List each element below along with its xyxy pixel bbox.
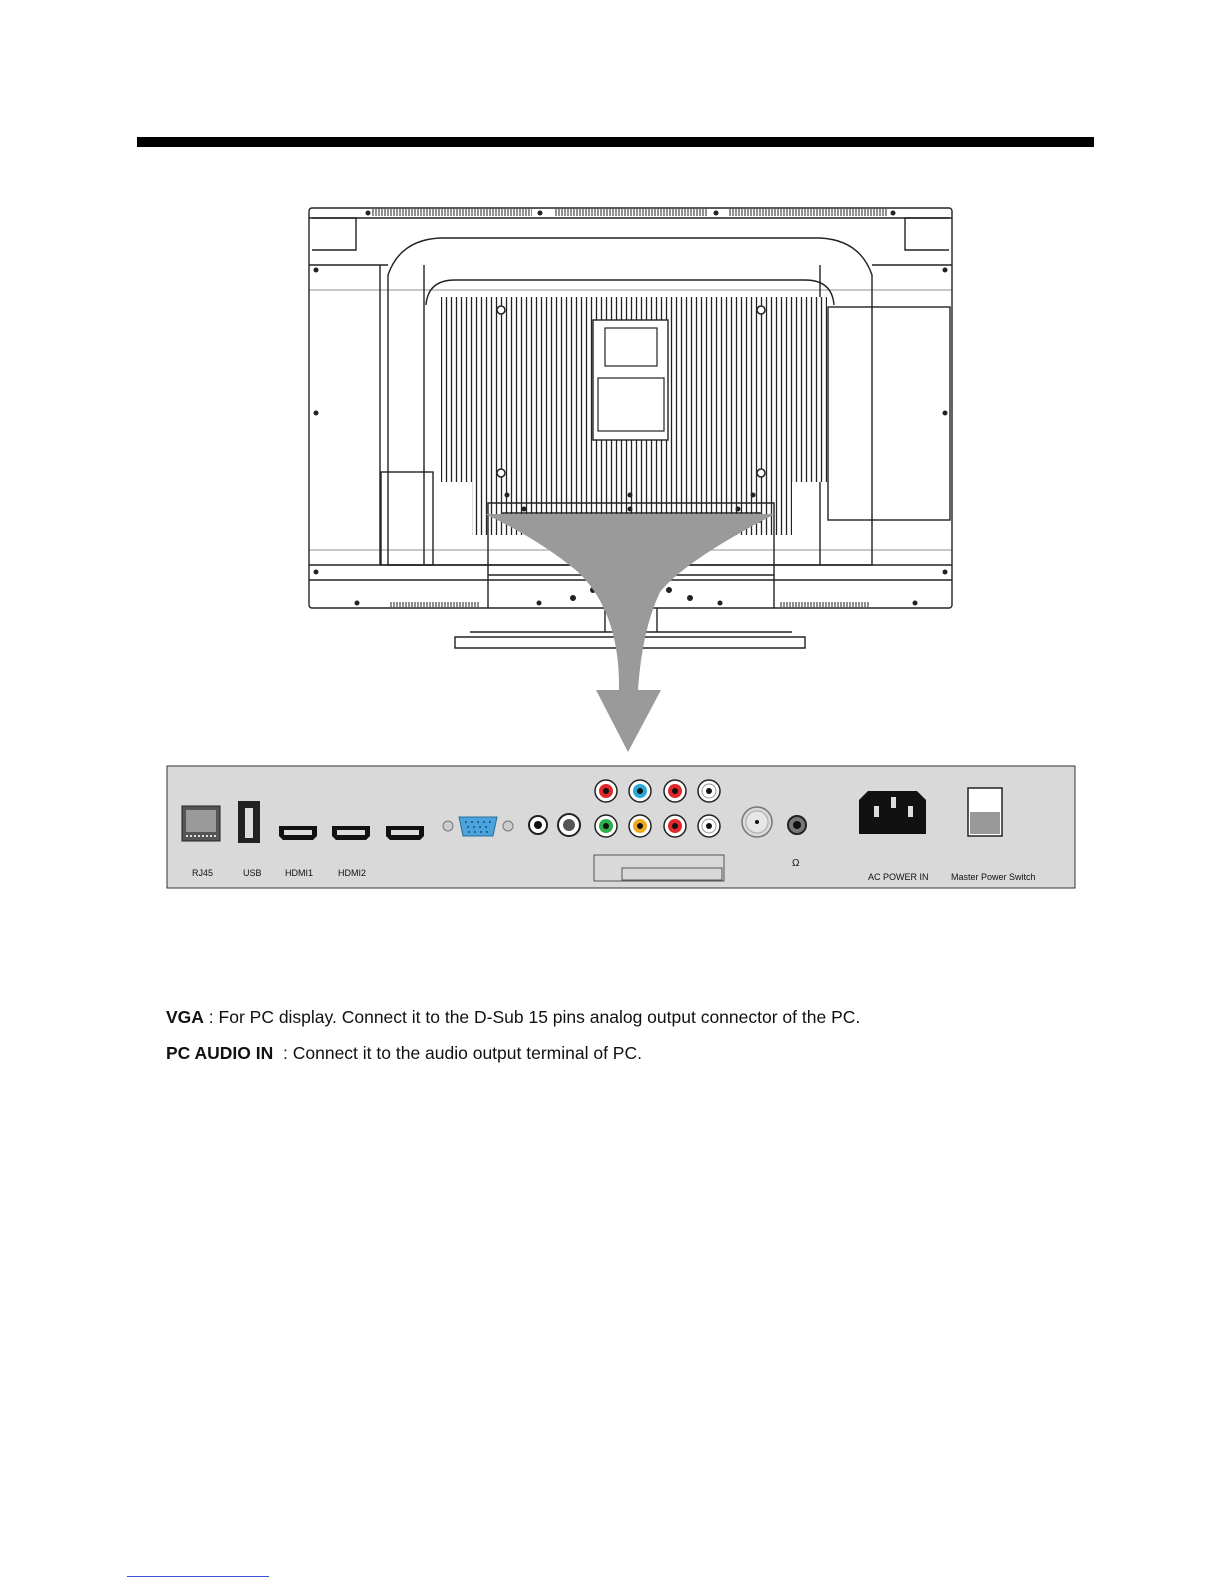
- pc-audio-in-term: PC AUDIO IN: [166, 1043, 274, 1063]
- master-power-switch-label: Master Power Switch: [951, 872, 1036, 882]
- rj45-port-icon: [182, 806, 220, 841]
- pc-audio-in-description: [166, 1043, 642, 1064]
- hdmi1-port-icon: [279, 826, 317, 840]
- vga-description: [166, 1007, 860, 1028]
- vga-text: For PC display. Connect it to the D-Sub 15 pins analog output connector of the PC.: [218, 1007, 861, 1027]
- vga-separator: :: [203, 1007, 219, 1027]
- svideo-jack-icon: [558, 814, 580, 836]
- ac-power-in-label: AC POWER IN: [868, 872, 929, 882]
- master-power-switch-icon: [968, 788, 1002, 836]
- hdmi3-port-icon: [386, 826, 424, 840]
- hdmi1-label: HDMI1: [285, 868, 314, 878]
- bottom-vent: [390, 602, 480, 607]
- usb-port-icon: [238, 801, 260, 843]
- hdmi2-port-icon: [332, 826, 370, 840]
- usb-label: USB: [243, 868, 262, 878]
- ac-power-socket-icon: [859, 791, 926, 834]
- top-vent: [555, 209, 707, 216]
- headphone-label: Ω: [792, 858, 800, 869]
- pc-audio-in-jack-icon: [529, 816, 547, 834]
- pc-audio-in-separator: :: [273, 1043, 293, 1063]
- vga-term: VGA: [166, 1007, 204, 1027]
- headphone-jack-icon: [788, 816, 806, 834]
- pc-audio-in-text: Connect it to the audio output terminal of PC.: [292, 1043, 642, 1063]
- top-vent: [728, 209, 888, 216]
- hdmi2-label: HDMI2: [338, 868, 367, 878]
- antenna-rf-input-icon: [742, 807, 772, 837]
- top-vent: [372, 209, 532, 216]
- rear-vent-grille: [441, 297, 827, 535]
- rj45-label: RJ45: [192, 868, 214, 878]
- footer-rule: [127, 1576, 269, 1577]
- bottom-vent: [780, 602, 870, 607]
